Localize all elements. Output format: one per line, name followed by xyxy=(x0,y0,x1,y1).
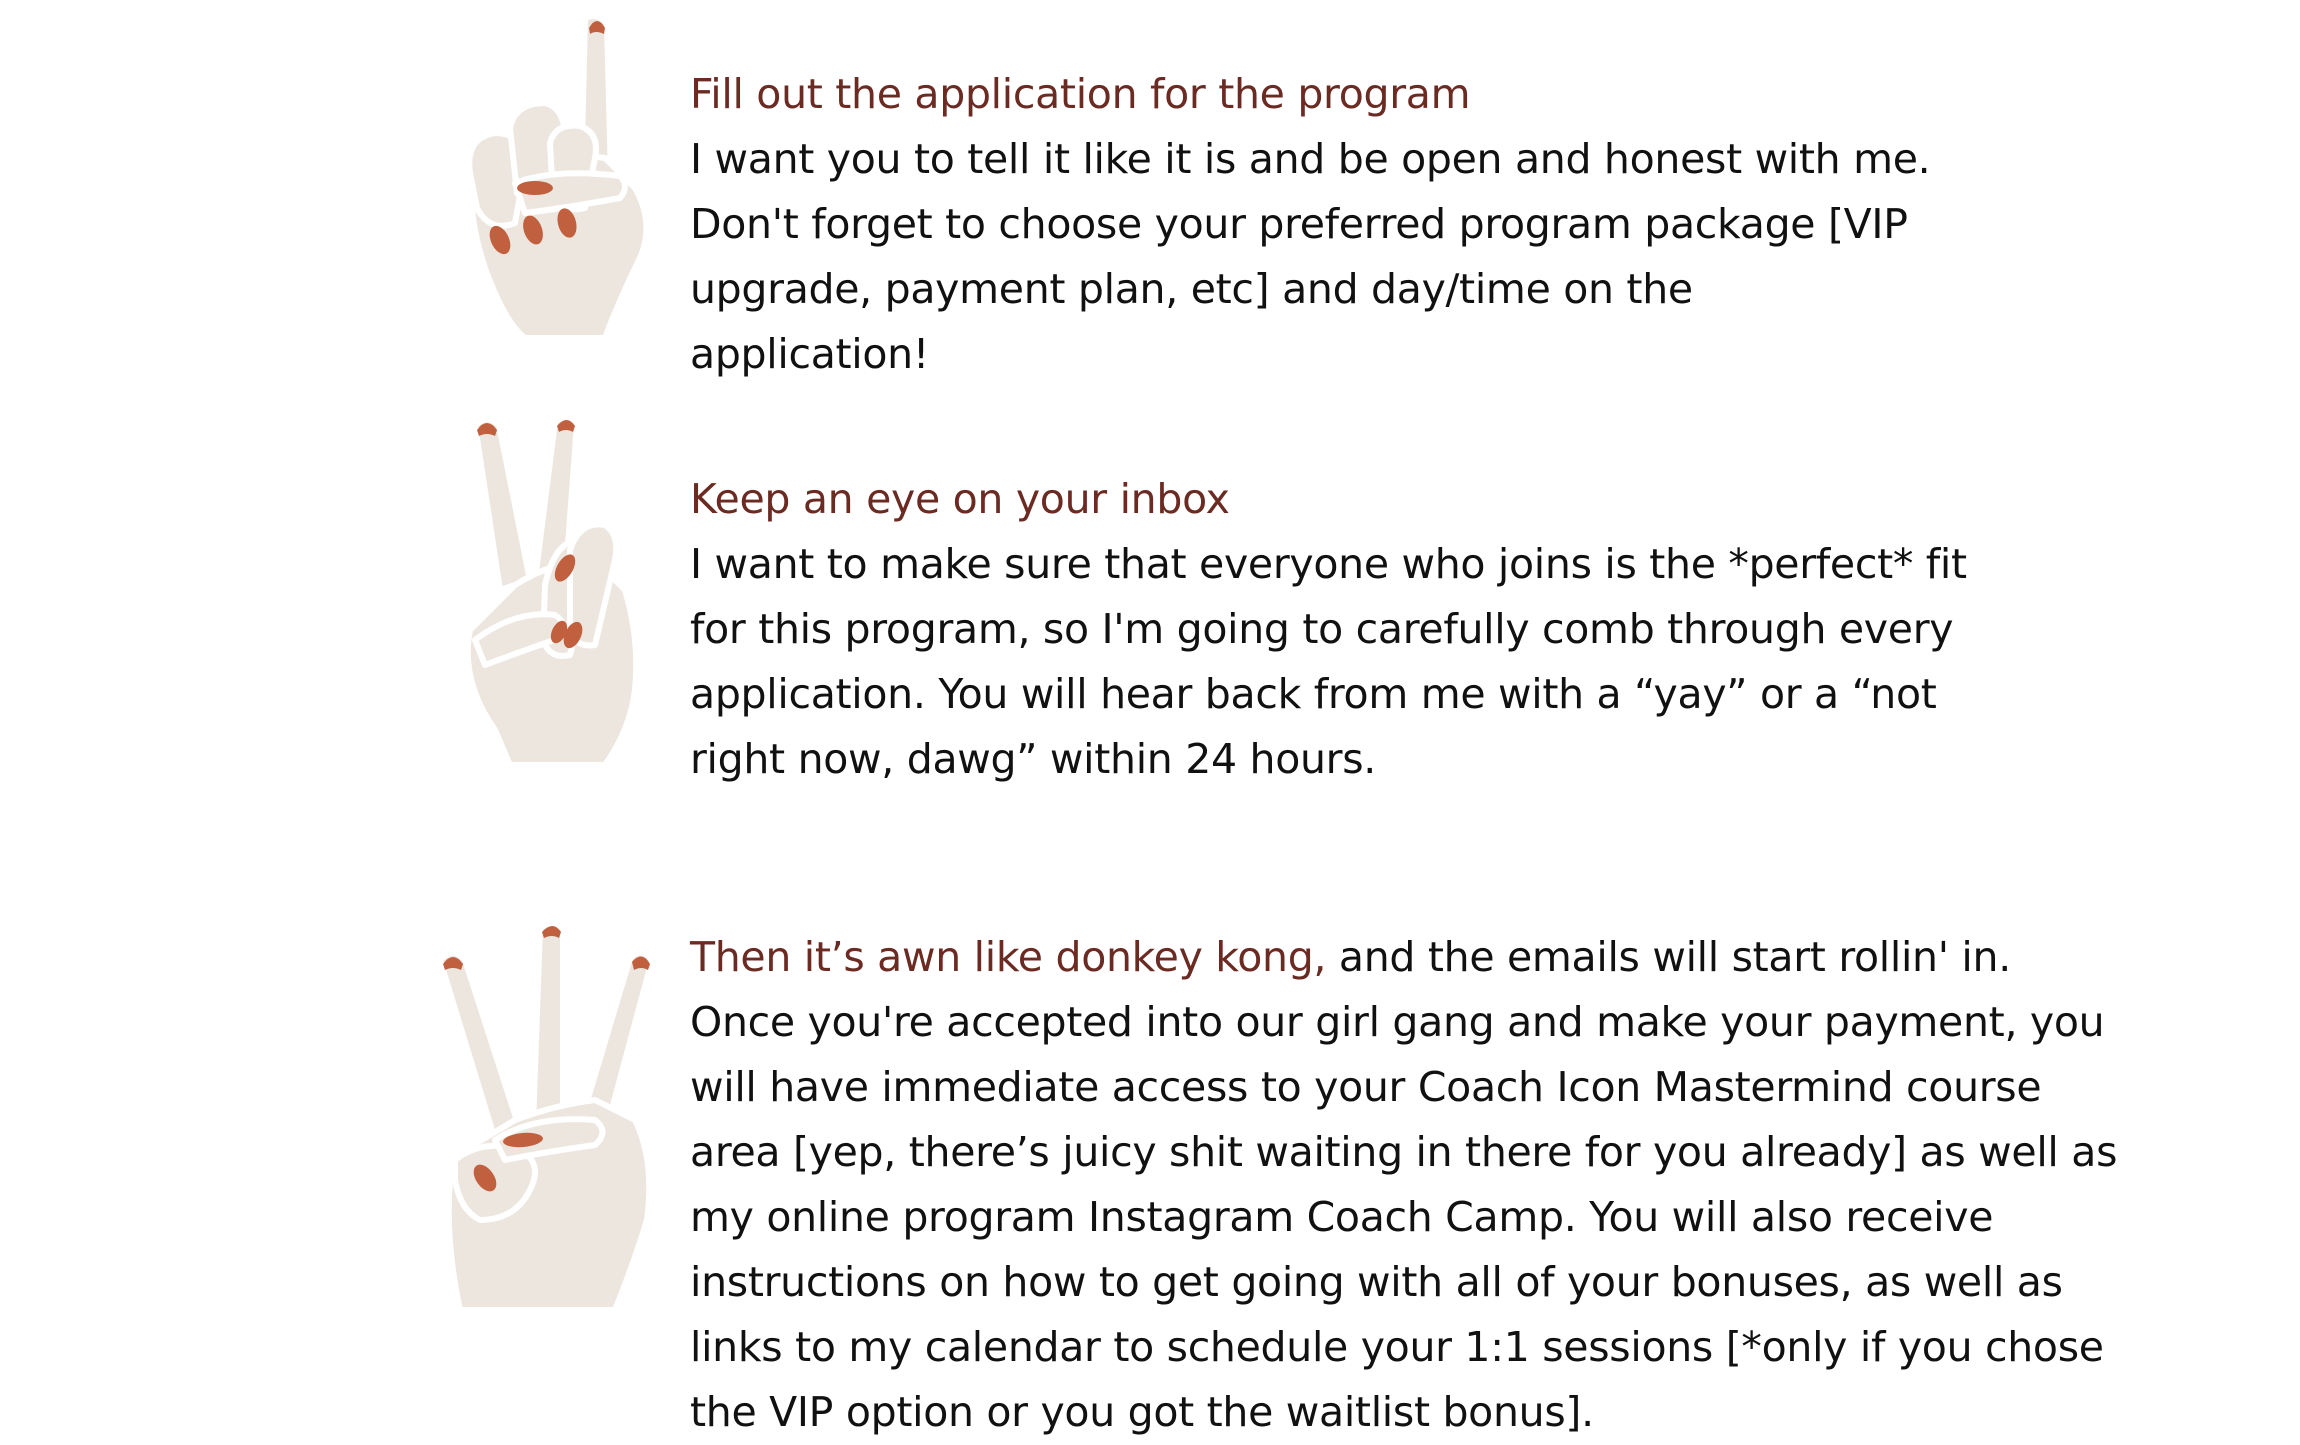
step-3-title-rest: and the emails will start rollin' in. xyxy=(1326,933,2011,981)
step-1-title: Fill out the application for the program xyxy=(690,70,1471,118)
step-1 xyxy=(690,62,1930,387)
step-2-line-1: I want to make sure that everyone who joins is the *perfect* fit xyxy=(690,540,1967,588)
step-1-line-1: I want you to tell it like it is and be open and honest with me. xyxy=(690,135,1931,183)
one-finger-hand-icon xyxy=(455,8,655,343)
step-1-line-2: Don't forget to choose your preferred program package [VIP xyxy=(690,200,1908,248)
three-finger-hand-icon xyxy=(435,920,665,1310)
step-3-line-1: Once you're accepted into our girl gang and make your payment, you xyxy=(690,998,2105,1046)
step-1-line-3: upgrade, payment plan, etc] and day/time on the xyxy=(690,265,1693,313)
step-3-title: Then it’s awn like donkey kong, xyxy=(690,933,1327,981)
step-3-line-7: the VIP option or you got the waitlist bonus]. xyxy=(690,1388,1594,1436)
step-3-first-line xyxy=(690,925,2117,990)
step-2-line-4: right now, dawg” within 24 hours. xyxy=(690,735,1377,783)
step-3-line-5: instructions on how to get going with all of your bonuses, as well as xyxy=(690,1258,2063,1306)
step-3 xyxy=(690,925,2117,1445)
step-3-line-6: links to my calendar to schedule your 1:1 sessions [*only if you chose xyxy=(690,1323,2104,1371)
step-3-line-3: area [yep, there’s juicy shit waiting in there for you already] as well as xyxy=(690,1128,2118,1176)
step-3-line-4: my online program Instagram Coach Camp. You will also receive xyxy=(690,1193,1994,1241)
step-1-line-4: application! xyxy=(690,330,929,378)
step-2-title: Keep an eye on your inbox xyxy=(690,475,1230,523)
step-3-line-2: will have immediate access to your Coach Icon Mastermind course xyxy=(690,1063,2042,1111)
step-2 xyxy=(690,467,1967,792)
two-finger-peace-hand-icon xyxy=(455,410,655,770)
step-2-line-3: application. You will hear back from me with a “yay” or a “not xyxy=(690,670,1937,718)
step-2-line-2: for this program, so I'm going to carefully comb through every xyxy=(690,605,1954,653)
